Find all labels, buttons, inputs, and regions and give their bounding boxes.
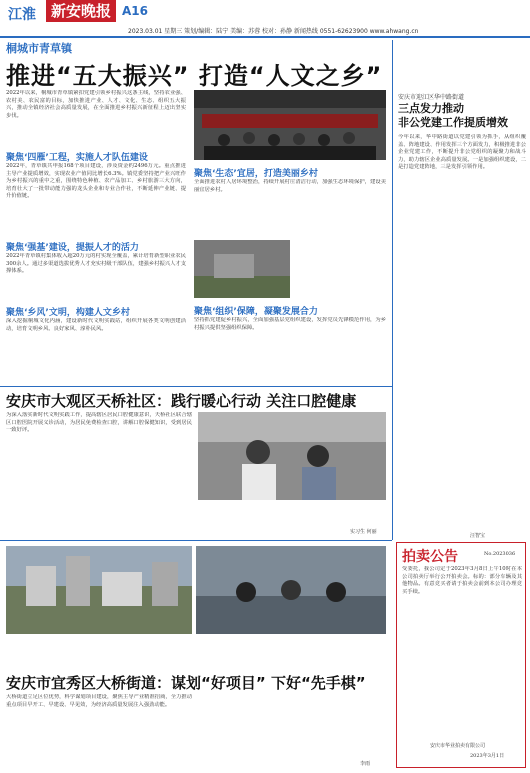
lead-para-4: 全面推进农村人居环境整治，持续开展村庄清洁行动，加强生态环境保护，建设美丽宜居乡村。: [194, 179, 386, 193]
lead-headline: 推进“五大振兴” 打造“人文之乡”: [6, 62, 383, 90]
lead-intro: 2022年以来，桐城市青草镇紧扣党建引领乡村振兴这条主线，坚持农业强、农村美、农民富的目标，加快推进产业、人才、文化、生态、组织五大振兴，推动全镇经济社会高质量发展，在全面推进乡村振兴新征程上迈出坚实步伐。: [6, 90, 186, 119]
story3-photo: [6, 546, 192, 634]
masthead-rule: [0, 36, 530, 38]
lead-photo-2: [194, 240, 290, 298]
masthead-region: 江淮: [8, 7, 36, 23]
notice-text: 受委托，我公司定于2023年3月8日上午10时在本公司拍卖厅举行公开拍卖会。标的：部分车辆及其他物品。有意竞买者请于拍卖会前到本公司办理竞买手续。: [402, 566, 522, 595]
story3-photo-2: [196, 546, 386, 634]
sidebar-headline: 三点发力推动 非公党建工作提质增效: [398, 102, 508, 129]
lead-para-1: 2022年，青草镇共申报168个项目建设，涉及资金约2496万元。重点推进主导产业提质增效，实现农业产值同比增长6.3%。镇党委坚持把产业兴旺作为乡村振兴的重中之重，围绕特色种植、农产品加工、乡村旅游三大方向，培育壮大了一批带动能力强的龙头企业和专业合作社，不断延伸产业链、提升价值链。: [6, 163, 186, 200]
story3-text: 大桥街道立足区位优势，科学谋划项目建设，聚焦主导产业精准招商，全力推动重点项目早开工、早建设、早见效，为经济高质量发展注入强劲动能。: [6, 694, 192, 708]
lead-para-5: 坚持抓党建促乡村振兴，全面加强基层党组织建设，发挥党员先锋模范作用，为乡村振兴提供坚强组织保障。: [194, 317, 386, 331]
story2-text-cont: [198, 504, 386, 526]
lead-para-3: 深入挖掘桐城文化内涵，建设新时代文明实践站，组织开展各类文明创建活动，培育文明乡风、良好家风、淳朴民风。: [6, 318, 186, 332]
lead-subhead-1: 聚焦‘四雁’工程，实施人才队伍建设: [6, 153, 148, 163]
paper-logo: 新安晚报: [46, 0, 116, 22]
masthead-info: 2023.03.01 星期三 策划/编辑：陆宁 美编：苏蓉 校对：孙静 新闻热线 0551-62623900 www.ahwang.cn: [128, 28, 419, 35]
story2-photo: [198, 412, 386, 500]
notice-number: No.2023036: [484, 551, 516, 557]
lead-kicker: 桐城市青草镇: [6, 42, 72, 55]
sidebar-author: 汪智宝: [470, 533, 486, 539]
lead-subhead-5: 聚焦‘组织’保障，凝聚发展合力: [194, 307, 318, 317]
section-rule-1: [0, 386, 392, 387]
lead-subhead-3: 聚焦‘乡风’文明，构建人文乡村: [6, 308, 130, 318]
lead-para-2: 2022年青草镇村集体收入超20万元的村实现全覆盖，累计培育新型职业农民300余人。通过多渠道选拔优秀人才充实村级干部队伍，建强乡村振兴人才支撑体系。: [6, 253, 186, 275]
story2-author: 实习生 何丽: [350, 529, 377, 535]
sidebar-text: 今年以来，华中路街道以党建引领为抓手，从组织覆盖、阵地建设、作用发挥三个方面发力，积极推进非公企业党建工作，不断提升非公党组织的凝聚力和战斗力，助力辖区企业高质量发展。一是加强组织建设，二是打造党建阵地，三是发挥引领作用。: [398, 134, 526, 171]
sidebar-kicker: 安庆市迎江区华中路街道: [398, 94, 465, 101]
page-number: A16: [122, 4, 148, 18]
lead-subhead-4: 聚焦‘生态’宜居，打造美丽乡村: [194, 169, 318, 179]
story3-text-cont: [198, 694, 386, 758]
section-rule-2: [0, 540, 392, 541]
story2-text: 为深入落实新时代文明实践工作，提高辖区居民口腔健康意识，天桥社区联合辖区口腔医院开展义诊活动，为居民免费检查口腔，讲解口腔保健知识，受到居民一致好评。: [6, 412, 192, 434]
story3-author: 李雨: [360, 761, 371, 767]
story2-headline: 安庆市大观区天桥社区：践行暖心行动 关注口腔健康: [6, 392, 357, 410]
lead-subhead-2: 聚焦‘强基’建设，提振人才的活力: [6, 243, 139, 253]
lead-photo: [194, 90, 386, 160]
story3-headline: 安庆市宜秀区大桥街道：谋划“好项目” 下好“先手棋”: [6, 674, 366, 692]
column-divider: [392, 40, 393, 540]
notice-date: 2023年3月1日: [470, 753, 505, 759]
notice-title: 拍卖公告: [402, 549, 458, 565]
notice-company: 安庆市华业拍卖有限公司: [430, 743, 486, 749]
